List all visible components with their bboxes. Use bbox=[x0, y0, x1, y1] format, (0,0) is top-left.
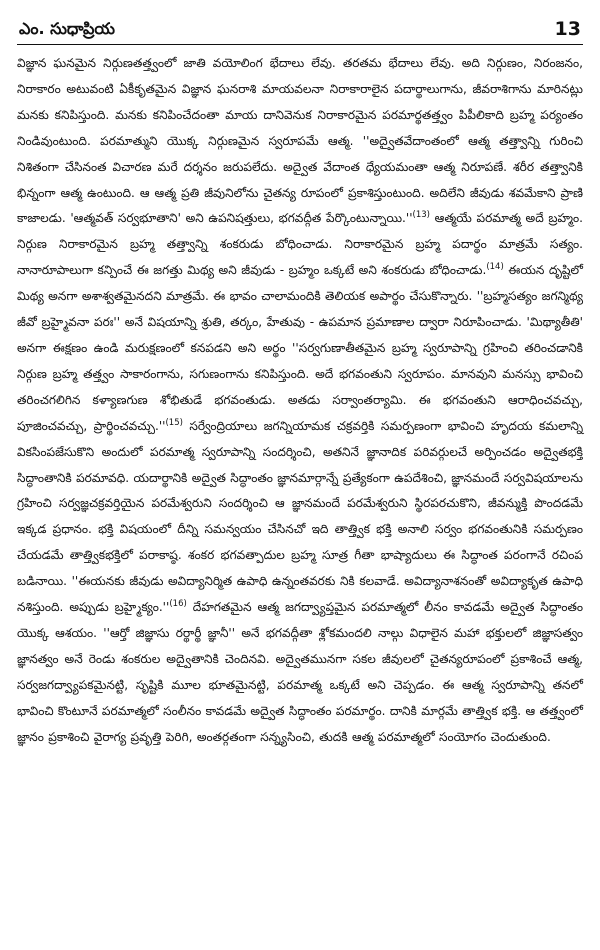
header-rule bbox=[17, 44, 583, 45]
footnote-ref-16: (16) bbox=[169, 599, 187, 609]
body-paragraph bbox=[17, 51, 583, 750]
text-segment: విజ్ఞాన ఘనమైన నిర్గుణతత్త్వంలో జాతి వయోలింగ భేదాలు లేవు. తరతమ భేదాలు లేవు. అది నిర్గుణం, నిరంజనం, నిరాకారం అటువంటి ఏకీకృతమైన విజ్ఞాన ఘనరాశి మాయవలనా నిరాకారాలైన పదార్థాలుగాను, జీవరాశిగాను మారినట్లు మనకు కనిపిస్తుంది. మనకు కనిపించేదంతా మాయ దానివెనుక నిరాకారమైన పరమార్థతత్త్వం పిపీలికాది బ్రహ్మ పర్యంతం నిండివుంటుంది. పరమాత్ముని యొక్క నిర్గుణమైన స్వరూపమే ఆత్మ. ''అద్వైతవేదాంతంలో ఆత్మ తత్త్వాన్ని గురించి నిశితంగా చేసినంత విచారణ మరే దర్శనం జరుపలేదు. అద్వైత వేదాంత ధ్యేయమంతా ఆత్మ నిరూపణే. శరీర తత్త్వానికి భిన్నంగా ఆత్మ ఉంటుంది. ఆ ఆత్మ ప్రతి జీవునిలోను చైతన్య రూపంలో ప్రకాశిస్తుంటుంది. అదిలేని జీవుడు శవమేకాని ప్రాణి కాజాలడు. 'ఆత్మవత్ సర్వభూతాని' అని ఉపనిషత్తులు, భగవద్గీత పేర్కొంటున్నాయి.'' bbox=[17, 56, 583, 226]
author-name: ఎం. సుధాప్రియ bbox=[19, 19, 116, 38]
footnote-ref-14: (14) bbox=[486, 262, 504, 273]
text-segment: దేహగతమైన ఆత్మ జగద్వ్యాప్తమైన పరమాత్మలో లీనం కావడమే అద్వైత సిద్ధాంతం యొక్క ఆశయం. ''ఆర్తో జిజ్ఞాసు రర్థార్థీ జ్ఞానీ'' అనే భగవద్గీతా శ్లోకమందలి నాల్గు విధాలైన మహా భక్తులలో జిజ్ఞాసత్వం జ్ఞానత్వం అనే రెండు శంకరుల అద్వైతానికి చెందినవి. అద్వైతమునగా సకల జీవులలో చైతన్యరూపంలో ప్రకాశించే ఆత్మ, సర్వజగద్వ్యాపకమైనట్టి, సృష్టికి మూల భూతమైనట్టి, పరమాత్మ ఒక్కటే అని చెప్పడం. ఈ ఆత్మ స్వరూపాన్ని తనలో భావించి కొంటూనే పరమాత్మలో సంలీనం కావడమే అద్వైత సిద్ధాంతం పరమార్థం. దానికి మార్గమే తాత్త్విక భక్తి. ఆ తత్త్వంలో జ్ఞానం ప్రకాశించి వైరాగ్య ప్రవృత్తి పెరిగి, అంతర్గతంగా సన్న్యసించి, తుదకి ఆత్మ పరమాత్మలో సంయోగం చెందుతుంది. bbox=[17, 600, 584, 744]
running-header bbox=[17, 0, 583, 42]
text-segment: ఈయన దృష్టిలో మిథ్య అనగా అశాశ్వతమైనదని మాత్రమే. ఈ భావం చాలామందికి తెలియక అపార్థం చేసుకొన్నారు. ''బ్రహ్మసత్యం జగన్మిథ్య జీవో బ్రహ్మైవనా పరః'' అనే విషయాన్ని శ్రుతి, తర్కం, హేతువు - ఉపమాన ప్రమాణాల ద్వారా నిరూపించాడు. 'మిథ్యాతీతి' అనగా ఈక్షణం ఉండి మరుక్షణంలో కనపడని అని అర్థం ''సర్వగుణాతీతమైన బ్రహ్మ స్వరూపాన్ని గ్రహించి తరించడానికి నిర్గుణ బ్రహ్మ తత్త్వం సాకారంగాను, సగుణంగాను కనిపిస్తుంది. అదే భగవంతుని స్వరూపం. మానవుని మనస్సు భావించి తరించగలిగిన కళ్యాణగుణ శోభితుడే భగవంతుడు. అతడు సర్వాంతర్యామి. ఈ భగవంతుని ఆరాధించవచ్చు, పూజించవచ్చు, ప్రార్థించవచ్చు.'' bbox=[17, 263, 583, 433]
text-segment: ఆత్మయే పరమాత్మ అదే బ్రహ్మం. నిర్గుణ నిరాకారమైన బ్రహ్మ తత్త్వాన్ని శంకరుడు బోధించాడు. నిరాకారమైన బ్రహ్మ పదార్థం మాత్రమే సత్యం. నానారూపాలుగా కన్పించే ఈ జగత్తు మిథ్య అని జీవుడు - బ్రహ్మం ఒక్కటే అని శంకరుడు బోధించాడు. bbox=[17, 211, 583, 278]
text-segment: సర్వేంద్రియాలు జగన్నియామక చక్రవర్తికి సమర్పణంగా భావించి హృదయ కమలాన్ని వికసింపజేసుకొని అందులో పరమాత్మ స్వరూపాన్ని సందర్శించి, అతనినే జ్ఞానాదిక పరివర్గులచే అర్పించడం అద్వైతభక్తి సిద్ధాంతానికి పరమావధి. యదార్థానికి అద్వైత సిద్ధాంతం జ్ఞానమార్గాన్నే ప్రత్యేకంగా ఉపదేశించి, జ్ఞానమందే సర్వవిషయాలను గ్రహించి సర్వజ్ఞచక్రవర్తియైన పరమేశ్వరుని సందర్శించి ఆ జ్ఞానమందే పరమేశ్వరుని స్థిరపరచుకొని, జీవన్ముక్తి పొందడమే ఇక్కడ ప్రధానం. భక్తి విషయంలో దీన్ని సమన్వయం చేసినచో ఇది తాత్త్విక భక్తి అనాలి సర్వం భగవంతునికి సమర్పణం చేయడమే తాత్త్వికభక్తిలో పరాకాష్ఠ. శంకర భగవత్పాదుల బ్రహ్మ సూత్ర గీతా భాష్యాదులు ఈ సిద్ధాంత పరంగానే రచింప బడినాయి. ''ఈయనకు జీవుడు అవిద్యానిర్మిత ఉపాధి ఉన్నంతవరకు నికి కలవాడే. అవిద్యానాశనంతో అవిద్యాకృత ఉపాధి నశిస్తుంది. అప్పుడు బ్రహ్మైక్యం.'' bbox=[17, 418, 584, 615]
footnote-ref-13: (13) bbox=[412, 210, 430, 221]
footnote-ref-15: (15) bbox=[165, 417, 183, 428]
page-number: 13 bbox=[554, 18, 581, 40]
